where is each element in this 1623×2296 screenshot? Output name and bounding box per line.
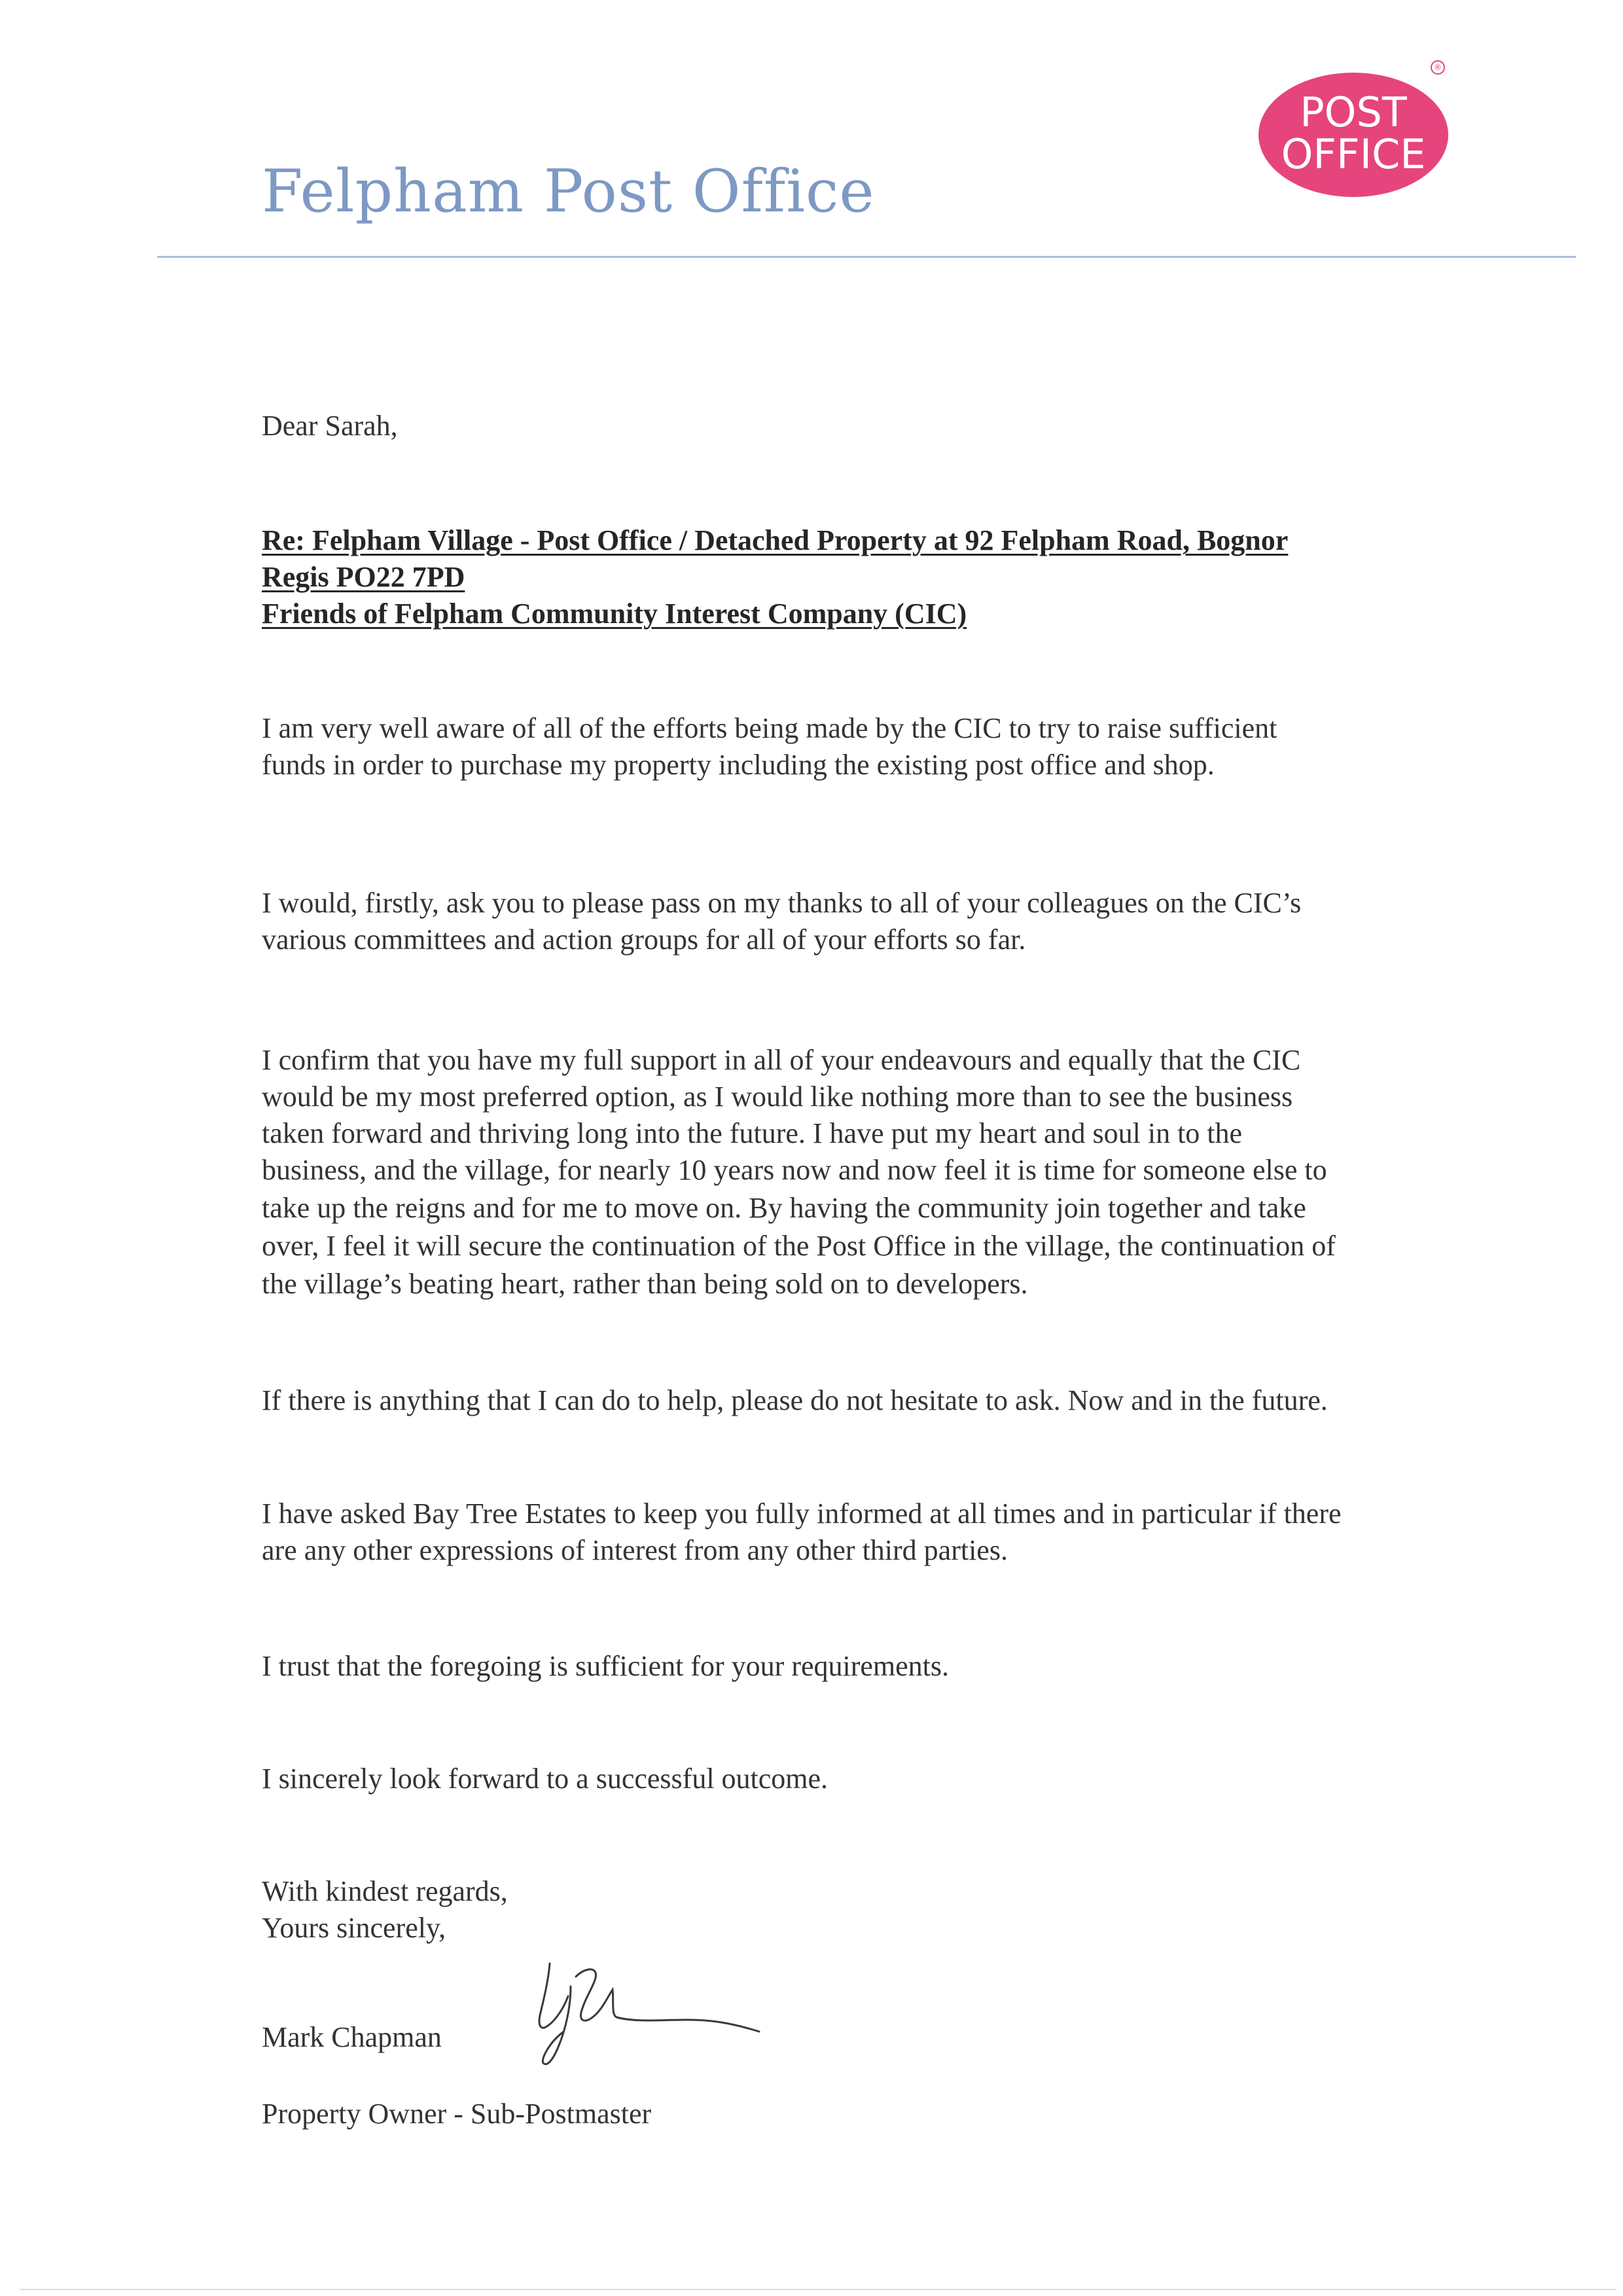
letterhead-title: Felpham Post Office (262, 157, 875, 226)
handwritten-signature (530, 1950, 766, 2081)
subject-line-1: Re: Felpham Village - Post Office / Detached Property at 92 Felpham Road, Bognor (262, 524, 1289, 556)
paragraph-5-line-1: I have asked Bay Tree Estates to keep you fully informed at all times and in particular if there (262, 1498, 1342, 1530)
letterhead-divider (157, 256, 1576, 258)
paragraph-3-line-2: would be my most preferred option, as I would like nothing more than to see the business (262, 1081, 1293, 1113)
paragraph-3-line-5: take up the reigns and for me to move on. By having the community join together and take (262, 1192, 1306, 1224)
logo-text-post: POST (1300, 88, 1407, 136)
post-office-logo (1258, 73, 1448, 197)
signatory-name: Mark Chapman (262, 2021, 442, 2053)
paragraph-6-line-1: I trust that the foregoing is sufficient for your requirements. (262, 1650, 950, 1682)
paragraph-1-line-2: funds in order to purchase my property including the existing post office and shop. (262, 749, 1215, 781)
paragraph-7-line-1: I sincerely look forward to a successful outcome. (262, 1763, 829, 1795)
subject-line-2: Regis PO22 7PD (262, 561, 465, 593)
paragraph-4-line-1: If there is anything that I can do to help, please do not hesitate to ask. Now and in the future. (262, 1384, 1328, 1416)
paragraph-1-line-1: I am very well aware of all of the efforts being made by the CIC to try to raise sufficient (262, 712, 1277, 744)
paragraph-2-line-2: various committees and action groups for all of your efforts so far. (262, 924, 1026, 956)
paragraph-3-line-3: taken forward and thriving long into the future. I have put my heart and soul in to the (262, 1117, 1243, 1149)
paragraph-3-line-4: business, and the village, for nearly 10 years now and now feel it is time for someone else to (262, 1154, 1327, 1186)
paragraph-3-line-7: the village’s beating heart, rather than being sold on to developers. (262, 1268, 1028, 1300)
closing-line-1: With kindest regards, (262, 1875, 508, 1907)
paragraph-5-line-2: are any other expressions of interest from any other third parties. (262, 1534, 1008, 1566)
paragraph-3-line-1: I confirm that you have my full support in all of your endeavours and equally that the CIC (262, 1044, 1301, 1076)
closing-line-2: Yours sincerely, (262, 1912, 446, 1944)
registered-mark-icon: ® (1431, 60, 1445, 75)
subject-line-3: Friends of Felpham Community Interest Company (CIC) (262, 598, 967, 630)
signatory-title: Property Owner - Sub-Postmaster (262, 2098, 652, 2130)
logo-text-office: OFFICE (1281, 130, 1426, 178)
paragraph-3-line-6: over, I feel it will secure the continuation of the Post Office in the village, the continuation of (262, 1230, 1336, 1262)
scan-edge-line (20, 2289, 1616, 2290)
paragraph-2-line-1: I would, firstly, ask you to please pass on my thanks to all of your colleagues on the CIC’s (262, 887, 1302, 919)
salutation: Dear Sarah, (262, 410, 398, 442)
